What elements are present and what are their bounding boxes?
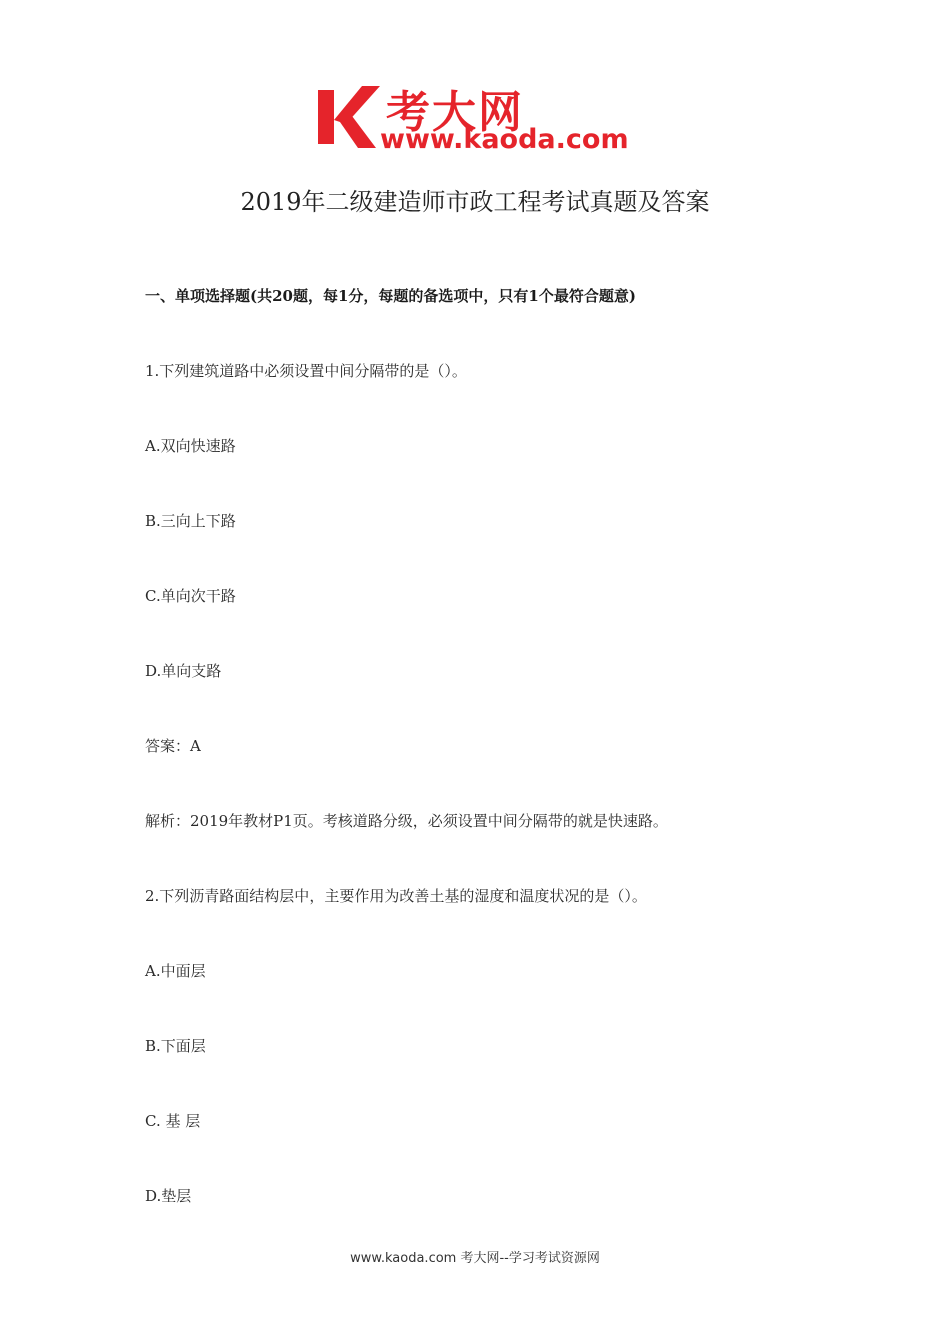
question-2-option-d: D.垫层 [145,1187,192,1205]
page-footer: www.kaoda.com 考大网--学习考试资源网 [350,1251,600,1266]
question-1-option-b: B.三向上下路 [145,512,236,530]
question-1-option-d: D.单向支路 [145,662,222,680]
logo-url-text: www.kaoda.com [380,124,629,155]
question-1-analysis: 解析：2019年教材P1页。考核道路分级，必须设置中间分隔带的就是快速路。 [145,812,668,830]
question-1-option-c: C.单向次干路 [145,587,236,605]
question-2-stem: 2.下列沥青路面结构层中，主要作用为改善土基的湿度和温度状况的是（）。 [145,887,647,905]
logo-brand-text: 考大网 [386,87,524,138]
question-2-option-b: B.下面层 [145,1037,206,1055]
section-heading: 一、单项选择题(共20题，每1分，每题的备选项中，只有1个最符合题意) [145,287,636,305]
question-2-option-c: C. 基 层 [145,1112,201,1130]
question-2-option-a: A.中面层 [145,962,206,980]
document-title: 2019年二级建造师市政工程考试真题及答案 [240,188,710,216]
question-1-option-a: A.双向快速路 [145,437,236,455]
question-1-stem: 1.下列建筑道路中必须设置中间分隔带的是（）。 [145,362,467,380]
kaoda-logo [318,78,648,160]
question-1-answer: 答案：A [145,737,201,755]
k-logo-icon [318,82,382,152]
